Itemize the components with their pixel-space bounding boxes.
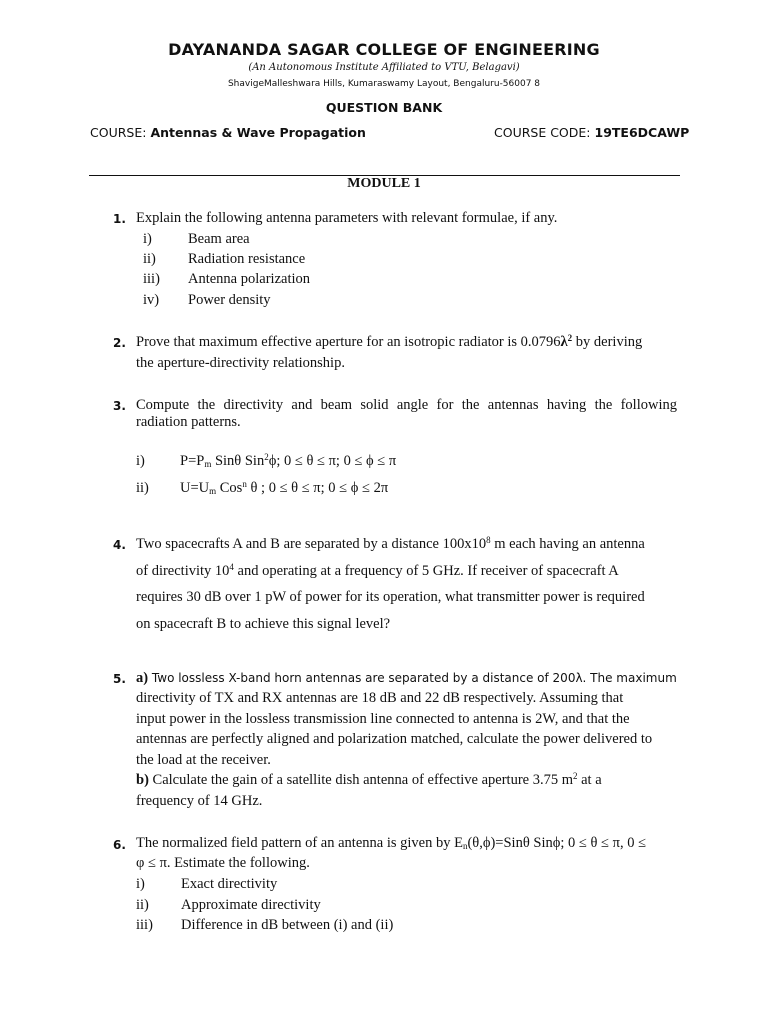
list-item-text: Approximate directivity bbox=[181, 897, 321, 913]
list-item-numeral: ii) bbox=[136, 480, 149, 496]
question-text: on spacecraft B to achieve this signal level? bbox=[136, 616, 391, 632]
course-code-label: COURSE CODE: bbox=[494, 125, 591, 140]
list-item-text: Power density bbox=[188, 292, 271, 308]
course-code: 19TE6DCAWP bbox=[594, 125, 690, 140]
question-text: Prove that maximum effective aperture for an isotropic radiator is $0.0796\lambda^2$ by deriving bbox=[136, 333, 643, 350]
document-title: QUESTION BANK bbox=[325, 100, 443, 115]
question-number: 3. bbox=[113, 399, 126, 413]
question-number: 6. bbox=[113, 838, 126, 852]
question-text: Two spacecrafts A and B are separated by a distance $100x10^8$ m each having an antenna bbox=[136, 535, 645, 552]
question-text: φ ≤ π. Estimate the following. bbox=[136, 855, 310, 871]
college-name: DAYANANDA SAGAR COLLEGE OF ENGINEERING bbox=[168, 40, 600, 59]
list-item-text: Exact directivity bbox=[181, 876, 278, 892]
list-item-numeral: i) bbox=[143, 231, 152, 247]
question-number: 2. bbox=[113, 336, 126, 350]
question-number: 5. bbox=[113, 672, 126, 686]
formula: $P=P_m$ Sinθ Sin$^2$ϕ; 0 ≤ θ ≤ π; 0 ≤ ϕ ≤ π bbox=[180, 452, 397, 469]
formula: $U=U_m$ Cos$^n$ θ ; 0 ≤ θ ≤ π; 0 ≤ ϕ ≤ 2π bbox=[180, 479, 389, 496]
question-text: of directivity $10^4$ and operating at a frequency of 5 GHz. If receiver of spacecraft A bbox=[136, 562, 619, 579]
list-item-numeral: iv) bbox=[143, 292, 160, 308]
question-text: the aperture-directivity relationship. bbox=[136, 355, 345, 371]
list-item-numeral: ii) bbox=[136, 897, 149, 913]
list-item-numeral: iii) bbox=[143, 271, 160, 287]
question-text: a) Two lossless X-band horn antennas are separated by a distance of 200λ. The maximum bbox=[136, 670, 677, 686]
list-item-text: Antenna polarization bbox=[188, 271, 310, 287]
list-item-text: Difference in dB between (i) and (ii) bbox=[181, 917, 394, 933]
list-item-numeral: ii) bbox=[143, 251, 156, 267]
question-text: The normalized field pattern of an antenna is given by $E_n(\theta,\phi)=Sin\theta$ Sinϕ; 0 ≤ θ ≤ π, 0 ≤ bbox=[136, 835, 647, 851]
question-text: directivity of TX and RX antennas are 18 dB and 22 dB respectively. Assuming that bbox=[136, 690, 624, 706]
address-line: ShavigeMalleshwara Hills, Kumaraswamy Layout, Bengaluru-56007 8 bbox=[227, 79, 541, 89]
question-number: 4. bbox=[113, 538, 126, 552]
list-item-numeral: iii) bbox=[136, 917, 153, 933]
course-code-info bbox=[494, 125, 689, 140]
question-text: Explain the following antenna parameters with relevant formulae, if any. bbox=[136, 210, 558, 226]
question-text: antennas are perfectly aligned and polarization matched, calculate the power delivered to bbox=[136, 731, 653, 747]
list-item-text: Beam area bbox=[188, 231, 250, 247]
affiliation-line: (An Autonomous Institute Affiliated to VTU, Belagavi) bbox=[248, 62, 520, 73]
question-text: radiation patterns. bbox=[136, 414, 241, 430]
course-name: Antennas & Wave Propagation bbox=[150, 125, 366, 140]
question-text: Compute the directivity and beam solid angle for the antennas having the following bbox=[136, 397, 677, 413]
question-number: 1. bbox=[113, 212, 126, 226]
question-text: requires 30 dB over 1 pW of power for its operation, what transmitter power is required bbox=[136, 589, 645, 605]
module-heading: MODULE 1 bbox=[347, 176, 421, 191]
list-item-text: Radiation resistance bbox=[188, 251, 306, 267]
course-info bbox=[90, 125, 366, 140]
question-text: the load at the receiver. bbox=[136, 752, 271, 768]
question-text: frequency of 14 GHz. bbox=[136, 793, 263, 809]
course-label: COURSE: bbox=[90, 125, 147, 140]
question-text: b) Calculate the gain of a satellite dish antenna of effective aperture 3.75 $m^2$ at a bbox=[136, 771, 602, 788]
list-item-numeral: i) bbox=[136, 876, 145, 892]
list-item-numeral: i) bbox=[136, 453, 145, 469]
question-text: input power in the lossless transmission line connected to antenna is 2W, and that the bbox=[136, 711, 630, 727]
